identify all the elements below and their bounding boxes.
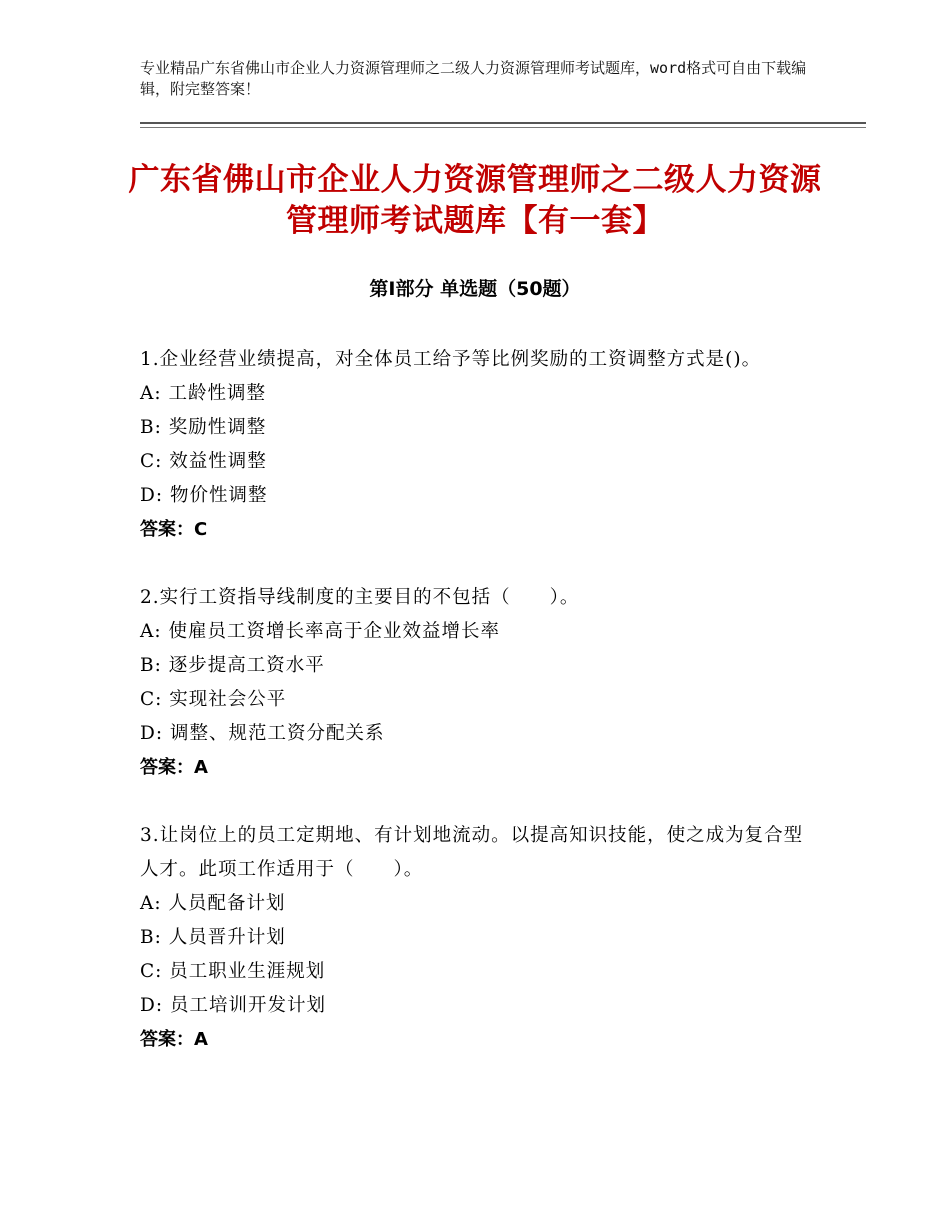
question-item — [140, 581, 810, 785]
option-a: A: 人员配备计划 — [140, 893, 286, 914]
option-b: B: 奖励性调整 — [140, 417, 267, 438]
question-stem: 3.让岗位上的员工定期地、有计划地流动。以提高知识技能，使之成为复合型人才。此项工作适用于（ ）。 — [140, 825, 804, 880]
answer-label: 答案：A — [140, 1029, 208, 1050]
answer-label: 答案：C — [140, 519, 208, 540]
question-item — [140, 343, 810, 547]
question-stem: 2.实行工资指导线制度的主要目的不包括（ ）。 — [140, 587, 580, 608]
document-title: 广东省佛山市企业人力资源管理师之二级人力资源管理师考试题库【有一套】 — [128, 162, 822, 239]
question-item — [140, 819, 810, 1057]
option-c: C: 员工职业生涯规划 — [140, 961, 326, 982]
option-d: D: 调整、规范工资分配关系 — [140, 723, 385, 744]
answer-label: 答案：A — [140, 757, 208, 778]
question-list — [140, 343, 810, 1091]
option-d: D: 员工培训开发计划 — [140, 995, 326, 1016]
header-divider-thin — [140, 127, 866, 128]
option-c: C: 效益性调整 — [140, 451, 267, 472]
option-b: B: 逐步提高工资水平 — [140, 655, 325, 676]
header-divider-thick — [140, 122, 866, 124]
header-note: 专业精品广东省佛山市企业人力资源管理师之二级人力资源管理师考试题库，word格式可自由下载编辑，附完整答案！ — [140, 59, 807, 98]
option-c: C: 实现社会公平 — [140, 689, 287, 710]
question-stem: 1.企业经营业绩提高，对全体员工给予等比例奖励的工资调整方式是()。 — [140, 349, 762, 370]
option-a: A: 使雇员工资增长率高于企业效益增长率 — [140, 621, 500, 642]
option-a: A: 工龄性调整 — [140, 383, 266, 404]
option-d: D: 物价性调整 — [140, 485, 268, 506]
section-title: 第Ⅰ部分 单选题（50题） — [369, 278, 581, 300]
option-b: B: 人员晋升计划 — [140, 927, 286, 948]
